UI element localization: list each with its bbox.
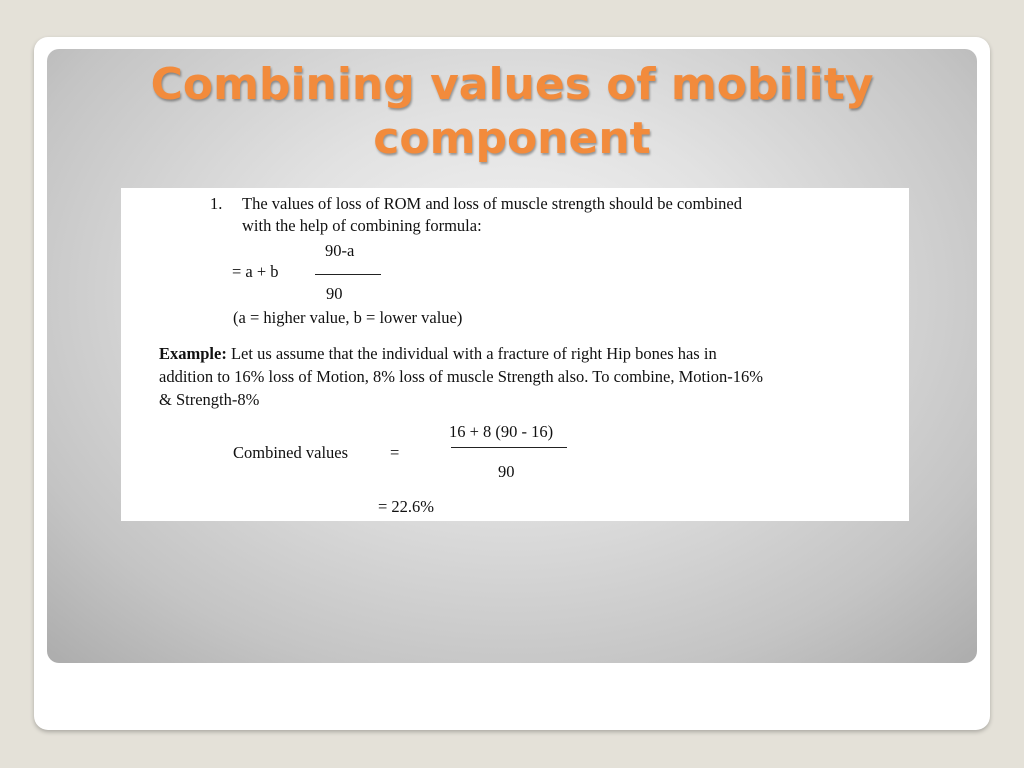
document-image: [121, 188, 909, 521]
combined-equals: =: [390, 443, 400, 462]
example-line-1: [159, 344, 717, 364]
combined-result: = 22.6%: [378, 497, 435, 516]
example-label: Example:: [159, 344, 227, 363]
formula-denominator: 90: [326, 284, 343, 303]
formula-fraction-bar: [315, 274, 381, 275]
formula-numerator: 90-a: [325, 241, 355, 260]
formula-lhs: = a + b: [232, 262, 279, 281]
example-text-1: Let us assume that the individual with a fracture of right Hip bones has in: [226, 344, 717, 363]
example-line-3: & Strength-8%: [159, 390, 260, 409]
item-text-line-2: with the help of combining formula:: [242, 216, 482, 235]
slide-title-line-2: component: [373, 113, 651, 164]
slide-title-line-1: Combining values of mobility: [150, 59, 874, 110]
combined-numerator: 16 + 8 (90 - 16): [449, 422, 554, 441]
example-line-2: addition to 16% loss of Motion, 8% loss of muscle Strength also. To combine, Motion-16%: [159, 367, 763, 386]
combined-fraction-bar: [451, 447, 567, 448]
item-number: 1.: [210, 194, 223, 213]
combined-label: Combined values: [233, 443, 349, 462]
combined-denominator: 90: [498, 462, 515, 481]
slide-title: [47, 58, 977, 166]
item-text-line-1: The values of loss of ROM and loss of muscle strength should be combined: [242, 194, 742, 213]
formula-note: (a = higher value, b = lower value): [233, 308, 463, 327]
